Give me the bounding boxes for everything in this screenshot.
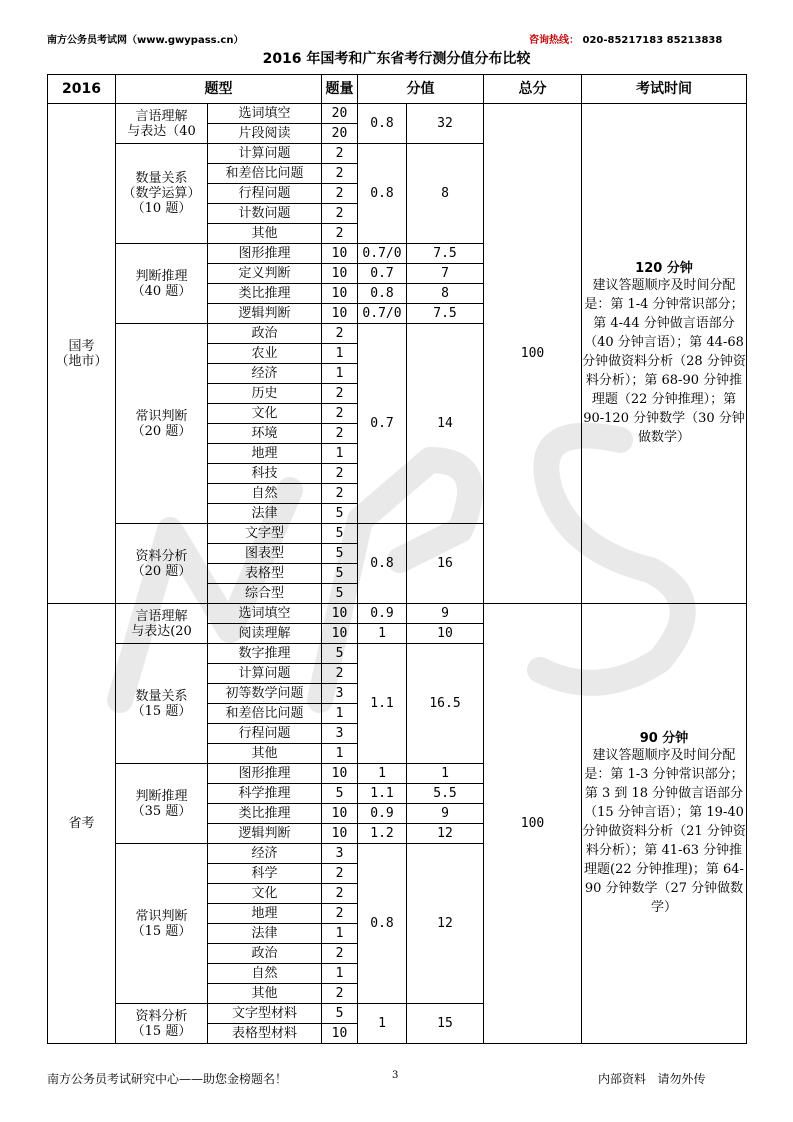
count-cell: 1 <box>322 344 358 364</box>
subtotal-cell: 7.5 <box>407 244 484 264</box>
category-cell: 资料分析 （20 题） <box>116 524 208 604</box>
count-cell: 2 <box>322 464 358 484</box>
count-cell: 10 <box>322 604 358 624</box>
subtype-cell: 图表型 <box>208 544 322 564</box>
subtype-cell: 综合型 <box>208 584 322 604</box>
category-cell: 常识判断 （20 题） <box>116 324 208 524</box>
subtype-cell: 表格型 <box>208 564 322 584</box>
subtype-cell: 图形推理 <box>208 764 322 784</box>
hotline-label: 咨询热线： <box>529 35 579 46</box>
subtype-cell: 政治 <box>208 944 322 964</box>
subtype-cell: 自然 <box>208 964 322 984</box>
subtotal-cell: 7.5 <box>407 304 484 324</box>
subtype-cell: 文字型材料 <box>208 1004 322 1024</box>
time-allocation-advice: 建议答题顺序及时间分配是：第 1-3 分钟常识部分；第 3 到 18 分钟做言语部分（15 分钟言语）；第 19-40 分钟做资料分析（21 分钟资料分析）；第 41-63 分钟推理题(22 分钟推理)；第 64-90 分钟数学（27 分钟做数学） <box>582 747 746 915</box>
subtype-cell: 逻辑判断 <box>208 304 322 324</box>
header-year: 2016 <box>48 75 116 104</box>
count-cell: 5 <box>322 584 358 604</box>
subtotal-cell: 8 <box>407 144 484 244</box>
subtype-cell: 政治 <box>208 324 322 344</box>
exam-duration: 90 分钟 <box>639 730 689 746</box>
category-cell: 常识判断 （15 题） <box>116 844 208 1004</box>
subtype-cell: 文化 <box>208 404 322 424</box>
header-total: 总分 <box>484 75 582 104</box>
score-distribution-table <box>47 74 747 1044</box>
subtype-cell: 科技 <box>208 464 322 484</box>
count-cell: 2 <box>322 224 358 244</box>
exam-duration: 120 分钟 <box>635 260 693 276</box>
subtype-cell: 选词填空 <box>208 104 322 124</box>
count-cell: 3 <box>322 724 358 744</box>
count-cell: 10 <box>322 284 358 304</box>
count-cell: 5 <box>322 564 358 584</box>
count-cell: 10 <box>322 264 358 284</box>
count-cell: 10 <box>322 304 358 324</box>
count-cell: 10 <box>322 244 358 264</box>
header-hotline <box>529 31 722 46</box>
count-cell: 2 <box>322 944 358 964</box>
total-score-cell: 100 <box>484 104 582 604</box>
exam-time-cell <box>582 104 747 604</box>
subtype-cell: 文化 <box>208 884 322 904</box>
subtype-cell: 数字推理 <box>208 644 322 664</box>
subtype-cell: 计算问题 <box>208 664 322 684</box>
subtotal-cell: 12 <box>407 824 484 844</box>
count-cell: 20 <box>322 104 358 124</box>
subtype-cell: 地理 <box>208 904 322 924</box>
subtotal-cell: 5.5 <box>407 784 484 804</box>
category-cell: 言语理解 与表达(20 <box>116 604 208 644</box>
count-cell: 1 <box>322 744 358 764</box>
count-cell: 1 <box>322 924 358 944</box>
subtype-cell: 经济 <box>208 364 322 384</box>
exam-name-cell: 国考 （地市） <box>48 104 116 604</box>
unit-score-cell: 0.8 <box>358 284 407 304</box>
count-cell: 5 <box>322 524 358 544</box>
subtype-cell: 经济 <box>208 844 322 864</box>
page-title: 2016 年国考和广东省考行测分值分布比较 <box>262 51 531 67</box>
subtotal-cell: 9 <box>407 604 484 624</box>
subtotal-cell: 16 <box>407 524 484 604</box>
subtype-cell: 类比推理 <box>208 284 322 304</box>
count-cell: 5 <box>322 544 358 564</box>
count-cell: 2 <box>322 424 358 444</box>
unit-score-cell: 0.8 <box>358 844 407 1004</box>
count-cell: 5 <box>322 784 358 804</box>
unit-score-cell: 1 <box>358 764 407 784</box>
footer-notice: 内部资料 请勿外传 <box>598 1072 706 1086</box>
count-cell: 2 <box>322 204 358 224</box>
subtotal-cell: 15 <box>407 1004 484 1044</box>
count-cell: 10 <box>322 804 358 824</box>
subtype-cell: 环境 <box>208 424 322 444</box>
unit-score-cell: 0.8 <box>358 524 407 604</box>
count-cell: 2 <box>322 324 358 344</box>
unit-score-cell: 0.9 <box>358 604 407 624</box>
subtotal-cell: 12 <box>407 844 484 1004</box>
subtype-cell: 计算问题 <box>208 144 322 164</box>
subtotal-cell: 14 <box>407 324 484 524</box>
subtotal-cell: 9 <box>407 804 484 824</box>
header-site-name: 南方公务员考试网（www.gwypass.cn） <box>47 35 244 46</box>
total-score-cell: 100 <box>484 604 582 1044</box>
subtype-cell: 逻辑判断 <box>208 824 322 844</box>
subtotal-cell: 32 <box>407 104 484 144</box>
unit-score-cell: 1.2 <box>358 824 407 844</box>
count-cell: 10 <box>322 824 358 844</box>
count-cell: 2 <box>322 144 358 164</box>
unit-score-cell: 0.8 <box>358 104 407 144</box>
exam-time-cell <box>582 604 747 1044</box>
category-cell: 判断推理 （40 题） <box>116 244 208 324</box>
count-cell: 2 <box>322 384 358 404</box>
subtype-cell: 科学 <box>208 864 322 884</box>
subtotal-cell: 16.5 <box>407 644 484 764</box>
unit-score-cell: 1 <box>358 1004 407 1044</box>
table-header-row <box>48 75 747 104</box>
subtype-cell: 法律 <box>208 924 322 944</box>
table-row <box>48 604 747 624</box>
header-score: 分值 <box>358 75 484 104</box>
count-cell: 1 <box>322 704 358 724</box>
subtype-cell: 表格型材料 <box>208 1024 322 1044</box>
count-cell: 2 <box>322 184 358 204</box>
count-cell: 2 <box>322 864 358 884</box>
unit-score-cell: 1 <box>358 624 407 644</box>
subtype-cell: 文字型 <box>208 524 322 544</box>
category-cell: 数量关系 （15 题） <box>116 644 208 764</box>
time-allocation-advice: 建议答题顺序及时间分配是：第 1-4 分钟常识部分；第 4-44 分钟做言语部分（40 分钟言语）；第 44-68 分钟做资料分析（28 分钟资料分析）；第 68-90 分钟推理题（22 分钟推理）；第 90-120 分钟数学（30 分钟做数学） <box>582 277 746 445</box>
subtype-cell: 历史 <box>208 384 322 404</box>
count-cell: 10 <box>322 764 358 784</box>
subtype-cell: 计数问题 <box>208 204 322 224</box>
count-cell: 1 <box>322 364 358 384</box>
subtype-cell: 其他 <box>208 984 322 1004</box>
count-cell: 3 <box>322 684 358 704</box>
subtype-cell: 行程问题 <box>208 724 322 744</box>
unit-score-cell: 0.7 <box>358 324 407 524</box>
count-cell: 2 <box>322 404 358 424</box>
subtype-cell: 定义判断 <box>208 264 322 284</box>
count-cell: 2 <box>322 984 358 1004</box>
unit-score-cell: 0.7/0 <box>358 244 407 264</box>
count-cell: 2 <box>322 164 358 184</box>
category-cell: 言语理解 与表达（40 <box>116 104 208 144</box>
subtype-cell: 行程问题 <box>208 184 322 204</box>
subtype-cell: 和差倍比问题 <box>208 164 322 184</box>
count-cell: 2 <box>322 884 358 904</box>
count-cell: 10 <box>322 1024 358 1044</box>
subtype-cell: 科学推理 <box>208 784 322 804</box>
category-cell: 判断推理 （35 题） <box>116 764 208 844</box>
count-cell: 5 <box>322 1004 358 1024</box>
count-cell: 3 <box>322 844 358 864</box>
header-exam-time: 考试时间 <box>582 75 747 104</box>
subtype-cell: 图形推理 <box>208 244 322 264</box>
subtype-cell: 阅读理解 <box>208 624 322 644</box>
subtype-cell: 初等数学问题 <box>208 684 322 704</box>
subtype-cell: 其他 <box>208 224 322 244</box>
subtype-cell: 法律 <box>208 504 322 524</box>
header-question-type: 题型 <box>116 75 322 104</box>
subtype-cell: 选词填空 <box>208 604 322 624</box>
subtotal-cell: 10 <box>407 624 484 644</box>
unit-score-cell: 0.9 <box>358 804 407 824</box>
unit-score-cell: 1.1 <box>358 784 407 804</box>
table-row <box>48 104 747 124</box>
subtotal-cell: 8 <box>407 284 484 304</box>
count-cell: 5 <box>322 644 358 664</box>
count-cell: 2 <box>322 904 358 924</box>
subtype-cell: 自然 <box>208 484 322 504</box>
subtype-cell: 和差倍比问题 <box>208 704 322 724</box>
category-cell: 数量关系 （数学运算） （10 题） <box>116 144 208 244</box>
subtype-cell: 地理 <box>208 444 322 464</box>
count-cell: 1 <box>322 964 358 984</box>
count-cell: 5 <box>322 504 358 524</box>
count-cell: 10 <box>322 624 358 644</box>
count-cell: 2 <box>322 484 358 504</box>
subtype-cell: 其他 <box>208 744 322 764</box>
unit-score-cell: 1.1 <box>358 644 407 764</box>
hotline-numbers: 020-85217183 85213838 <box>582 35 723 46</box>
count-cell: 1 <box>322 444 358 464</box>
subtotal-cell: 7 <box>407 264 484 284</box>
count-cell: 2 <box>322 664 358 684</box>
header-count: 题量 <box>322 75 358 104</box>
subtotal-cell: 1 <box>407 764 484 784</box>
unit-score-cell: 0.7/0 <box>358 304 407 324</box>
exam-name-cell: 省考 <box>48 604 116 1044</box>
page-number: 3 <box>392 1070 399 1081</box>
subtype-cell: 农业 <box>208 344 322 364</box>
footer-slogan: 南方公务员考试研究中心——助您金榜题名！ <box>47 1072 288 1086</box>
unit-score-cell: 0.8 <box>358 144 407 244</box>
count-cell: 20 <box>322 124 358 144</box>
subtype-cell: 类比推理 <box>208 804 322 824</box>
subtype-cell: 片段阅读 <box>208 124 322 144</box>
unit-score-cell: 0.7 <box>358 264 407 284</box>
category-cell: 资料分析 （15 题） <box>116 1004 208 1044</box>
